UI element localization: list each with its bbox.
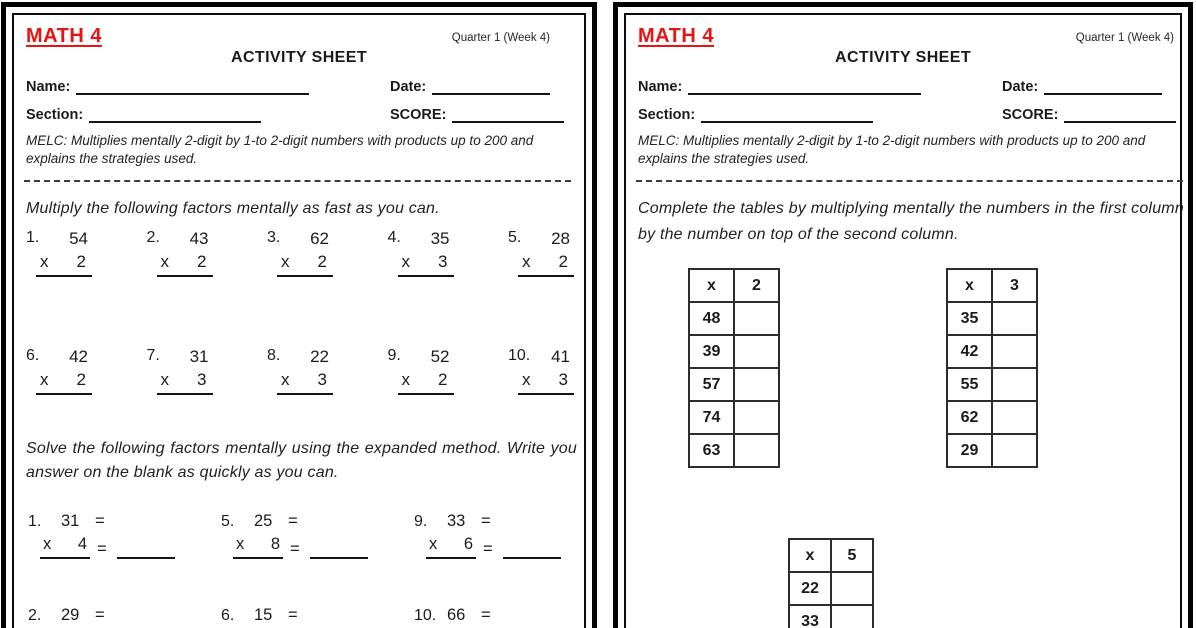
section-blank-line [701, 108, 873, 123]
table-row [689, 368, 779, 401]
times-sign: x [281, 252, 290, 271]
multiplier-line [36, 252, 92, 277]
times-sign: x [522, 252, 531, 271]
expanded-problem [414, 512, 584, 559]
problems-row-1 [26, 229, 578, 277]
multiplier: 2 [197, 252, 207, 271]
problem-number: 4. [387, 229, 401, 246]
table-row [947, 335, 1037, 368]
factor-cell: 62 [947, 401, 992, 434]
problem-number: 6. [26, 347, 40, 364]
quarter-week-label: Quarter 1 (Week 4) [1075, 32, 1174, 44]
multiplicand: 31 [189, 347, 209, 366]
times-sign: x [160, 370, 169, 389]
multiplicand: 43 [189, 229, 209, 248]
answer-cell [992, 434, 1037, 467]
answer-cell [992, 368, 1037, 401]
name-label: Name: [638, 79, 683, 95]
multiplicand: 28 [551, 229, 570, 248]
factor-cell: 22 [789, 572, 831, 605]
factor-cell: 29 [947, 434, 992, 467]
multiplicand: 52 [430, 347, 450, 366]
multiplier-line [518, 370, 574, 395]
expanded-problems-row-1 [28, 512, 584, 559]
answer-cell [831, 605, 873, 628]
multiplication-table-by-2 [688, 268, 780, 468]
multiplication-problem [26, 347, 96, 395]
expanded-problems-row-2 [28, 606, 584, 625]
factor-cell: 74 [689, 401, 734, 434]
name-label: Name: [26, 79, 71, 95]
multiplier-line [40, 535, 90, 559]
expanded-problem [28, 606, 198, 625]
name-blank-line [76, 80, 309, 95]
expanded-problem [221, 512, 391, 559]
problem-number: 5. [508, 229, 522, 246]
multiplier: 2 [317, 252, 327, 271]
melc-statement: MELC: Multiplies mentally 2-digit by 1-to 2-digit numbers with products up to 200 and explains the strategies used. [26, 133, 534, 167]
equals-sign: = [290, 540, 300, 558]
problem-number: 5. [221, 513, 235, 530]
multiplication-problem [147, 229, 217, 277]
problem-number: 6. [221, 607, 235, 624]
multiplication-problem [147, 347, 217, 395]
problem-number: 10. [508, 347, 531, 364]
multiplicand: 54 [69, 229, 88, 248]
dashed-divider [636, 180, 1183, 182]
problem-number: 2. [28, 607, 42, 624]
expanded-method-instruction: Solve the following factors mentally using the expanded method. Write you answer on the blank as quickly as you can. [26, 440, 577, 481]
multiplier-line [398, 370, 454, 395]
times-sign: x [401, 252, 410, 271]
date-label: Date: [1002, 79, 1039, 95]
answer-blank-line [117, 541, 175, 559]
multiplier: 3 [317, 370, 327, 389]
equals-sign: = [483, 540, 493, 558]
name-date-row [638, 79, 1180, 99]
problem-number: 1. [26, 229, 40, 246]
multiplication-table-by-5 [788, 538, 874, 628]
times-sign: x [40, 252, 49, 271]
multiplicand: 35 [430, 229, 450, 248]
multiplicand: 42 [69, 347, 88, 366]
table-row [689, 434, 779, 467]
table-factor-cell: 5 [831, 539, 873, 572]
score-blank-line [1064, 108, 1176, 123]
dashed-divider [24, 180, 571, 182]
multiplicand: 15 [254, 606, 273, 624]
quarter-week-label: Quarter 1 (Week 4) [451, 32, 550, 44]
factor-cell: 33 [789, 605, 831, 628]
times-sign: x [40, 370, 49, 389]
times-sign: x [43, 535, 52, 553]
multiplicand: 29 [61, 606, 80, 624]
multiplier: 2 [76, 252, 86, 271]
name-date-row [26, 79, 584, 99]
times-sign: x [429, 535, 438, 553]
factor-cell: 57 [689, 368, 734, 401]
multiplication-problem [508, 229, 578, 277]
section-blank-line [89, 108, 261, 123]
answer-cell [831, 572, 873, 605]
factor-cell: 63 [689, 434, 734, 467]
multiplier-line [426, 535, 476, 559]
equals-sign: = [97, 540, 107, 558]
factor-cell: 55 [947, 368, 992, 401]
multiplier-line [157, 370, 213, 395]
equals-sign: = [95, 606, 105, 624]
section-label: Section: [26, 107, 84, 123]
multiplier-line [36, 370, 92, 395]
date-label: Date: [390, 79, 427, 95]
answer-cell [734, 368, 779, 401]
problems-row-2 [26, 347, 578, 395]
problem-number: 10. [414, 607, 437, 624]
equals-sign: = [95, 512, 105, 530]
multiplier: 2 [438, 370, 448, 389]
date-blank-line [1044, 80, 1162, 95]
multiplier: 8 [270, 535, 280, 553]
table-operator-cell: x [789, 539, 831, 572]
times-sign: x [401, 370, 410, 389]
multiplier-line [277, 252, 333, 277]
table-row [689, 302, 779, 335]
problem-number: 3. [267, 229, 281, 246]
times-sign: x [522, 370, 531, 389]
expanded-problem [221, 606, 391, 625]
table-operator-cell: x [689, 269, 734, 302]
problem-number: 1. [28, 513, 42, 530]
section-score-row [638, 107, 1180, 127]
section-score-row [26, 107, 584, 127]
tables-instruction: Complete the tables by multiplying mentally the numbers in the first column by the number on top of the second column. [638, 200, 1184, 243]
multiplicand: 22 [310, 347, 329, 366]
times-sign: x [160, 252, 169, 271]
multiplication-problem [508, 347, 578, 395]
problem-number: 8. [267, 347, 281, 364]
multiplier: 3 [558, 370, 568, 389]
multiplication-problem [388, 347, 458, 395]
multiplicand: 62 [310, 229, 329, 248]
answer-cell [734, 434, 779, 467]
multiplication-problem [267, 347, 337, 395]
multiplier: 6 [463, 535, 473, 553]
score-label: SCORE: [1002, 107, 1059, 123]
table-row [789, 572, 873, 605]
problem-number: 9. [387, 347, 401, 364]
multiplicand: 41 [551, 347, 570, 366]
melc-statement: MELC: Multiplies mentally 2-digit by 1-to 2-digit numbers with products up to 200 and explains the strategies used. [638, 133, 1146, 167]
answer-cell [992, 335, 1037, 368]
multiplication-problem [26, 229, 96, 277]
multiplier-line [398, 252, 454, 277]
multiply-instruction: Multiply the following factors mentally as fast as you can. [26, 200, 440, 217]
equals-sign: = [481, 512, 491, 530]
multiplicand: 66 [447, 606, 466, 624]
table-row [689, 335, 779, 368]
expanded-problem [414, 606, 584, 625]
multiplicand: 31 [61, 512, 80, 530]
table-row [947, 302, 1037, 335]
table-operator-cell: x [947, 269, 992, 302]
table-row [947, 401, 1037, 434]
multiplication-problem [267, 229, 337, 277]
name-blank-line [688, 80, 921, 95]
answer-cell [734, 335, 779, 368]
problem-number: 9. [414, 513, 428, 530]
multiplier-line [277, 370, 333, 395]
table-row [789, 605, 873, 628]
answer-cell [992, 302, 1037, 335]
subject-title: MATH 4 [26, 25, 102, 47]
section-label: Section: [638, 107, 696, 123]
answer-cell [992, 401, 1037, 434]
multiplication-table-by-3 [946, 268, 1038, 468]
factor-cell: 48 [689, 302, 734, 335]
worksheet-page-left [1, 2, 597, 628]
answer-blank-line [310, 541, 368, 559]
equals-sign: = [288, 512, 298, 530]
page-inner-border [624, 13, 1182, 628]
multiplication-problem [388, 229, 458, 277]
multiplicand: 25 [254, 512, 273, 530]
problem-number: 2. [146, 229, 160, 246]
multiplier-line [233, 535, 283, 559]
equals-sign: = [288, 606, 298, 624]
multiplicand: 33 [447, 512, 466, 530]
date-blank-line [432, 80, 550, 95]
table-row [689, 401, 779, 434]
answer-cell [734, 401, 779, 434]
multiplier: 4 [77, 535, 87, 553]
page-inner-border [12, 13, 586, 628]
expanded-problem [28, 512, 198, 559]
activity-sheet-title: ACTIVITY SHEET [231, 49, 367, 66]
multiplier: 2 [558, 252, 568, 271]
table-factor-cell: 3 [992, 269, 1037, 302]
worksheet-page-right [613, 2, 1193, 628]
factor-cell: 39 [689, 335, 734, 368]
table-row [947, 368, 1037, 401]
activity-sheet-title: ACTIVITY SHEET [835, 49, 971, 66]
factor-cell: 35 [947, 302, 992, 335]
multiplier: 3 [438, 252, 448, 271]
table-row [947, 434, 1037, 467]
multiplier: 3 [197, 370, 207, 389]
equals-sign: = [481, 606, 491, 624]
multiplier-line [157, 252, 213, 277]
answer-blank-line [503, 541, 561, 559]
factor-cell: 42 [947, 335, 992, 368]
problem-number: 7. [146, 347, 160, 364]
subject-title: MATH 4 [638, 25, 714, 47]
score-blank-line [452, 108, 564, 123]
table-factor-cell: 2 [734, 269, 779, 302]
times-sign: x [281, 370, 290, 389]
score-label: SCORE: [390, 107, 447, 123]
multiplier-line [518, 252, 574, 277]
multiplier: 2 [76, 370, 86, 389]
times-sign: x [236, 535, 245, 553]
answer-cell [734, 302, 779, 335]
